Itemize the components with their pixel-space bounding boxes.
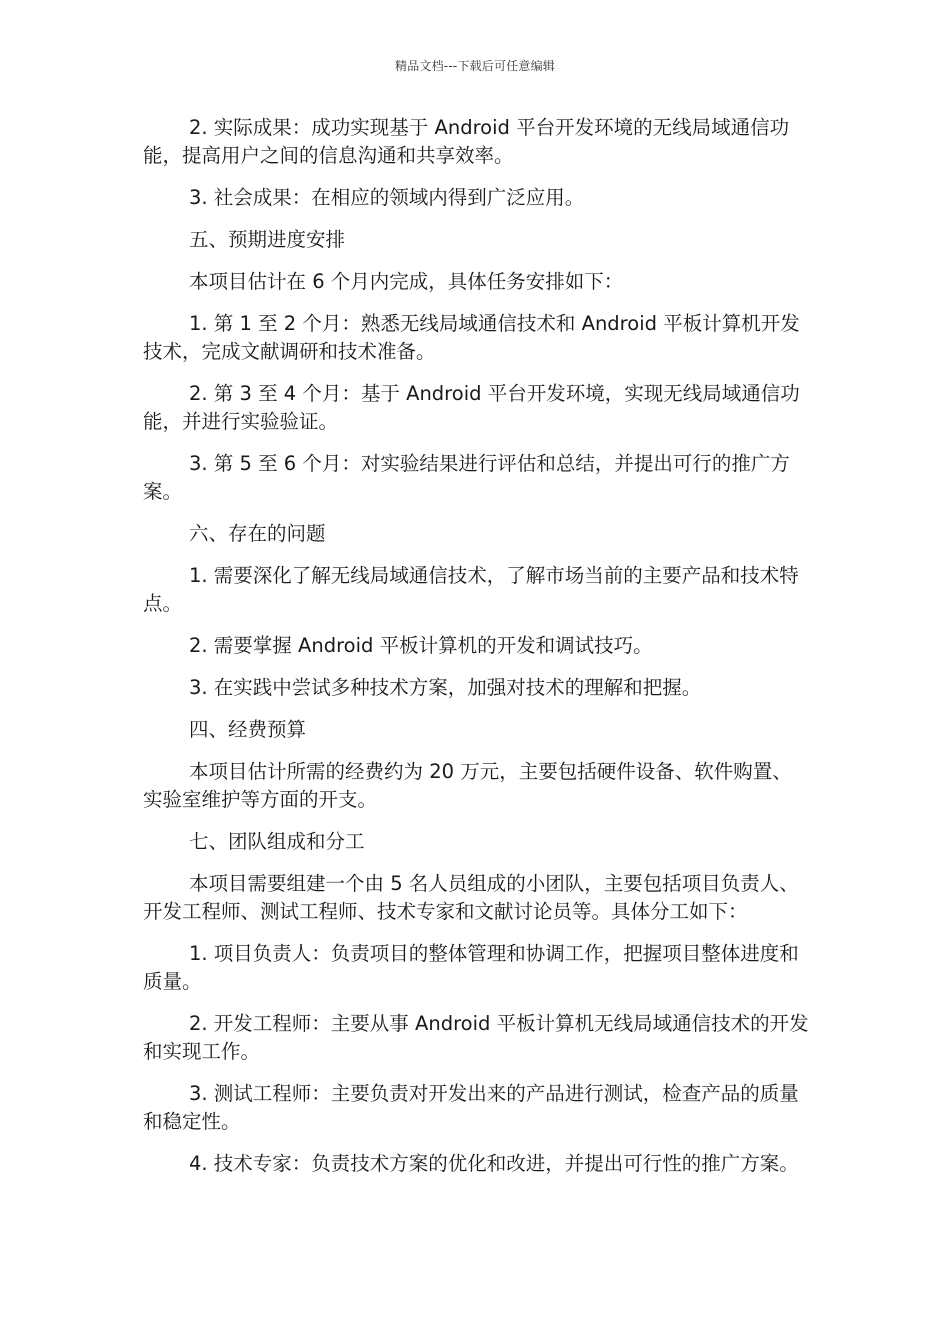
paragraph-schedule-months-1-2: 1. 第 1 至 2 个月：熟悉无线局域通信技术和 Android 平板计算机开发技术，完成文献调研和技术准备。 bbox=[143, 312, 800, 363]
section-heading-budget: 四、经费预算 bbox=[189, 718, 307, 741]
paragraph-team-developer: 2. 开发工程师：主要从事 Android 平板计算机无线局域通信技术的开发和实现工作。 bbox=[143, 1012, 809, 1063]
paragraph-team-tester: 3. 测试工程师：主要负责对开发出来的产品进行测试，检查产品的质量和稳定性。 bbox=[143, 1082, 799, 1133]
section-heading-schedule: 五、预期进度安排 bbox=[189, 228, 346, 251]
paragraph-team-intro: 本项目需要组建一个由 5 名人员组成的小团队，主要包括项目负责人、开发工程师、测试工程师、技术专家和文献讨论员等。具体分工如下： bbox=[143, 872, 799, 923]
section-heading-problems: 六、存在的问题 bbox=[189, 522, 326, 545]
paragraph-schedule-months-5-6: 3. 第 5 至 6 个月：对实验结果进行评估和总结，并提出可行的推广方案。 bbox=[143, 452, 790, 503]
paragraph-team-project-lead: 1. 项目负责人：负责项目的整体管理和协调工作，把握项目整体进度和质量。 bbox=[143, 942, 799, 993]
paragraph-team-expert: 4. 技术专家：负责技术方案的优化和改进，并提出可行性的推广方案。 bbox=[189, 1152, 799, 1175]
paragraph-social-results: 3. 社会成果：在相应的领域内得到广泛应用。 bbox=[189, 186, 585, 209]
paragraph-problem-3: 3. 在实践中尝试多种技术方案，加强对技术的理解和把握。 bbox=[189, 676, 702, 699]
document-body bbox=[143, 114, 810, 1192]
paragraph-problem-1: 1. 需要深化了解无线局域通信技术，了解市场当前的主要产品和技术特点。 bbox=[143, 564, 799, 615]
page-header: 精品文档---下载后可任意编辑 bbox=[395, 59, 555, 73]
paragraph-schedule-months-3-4: 2. 第 3 至 4 个月：基于 Android 平台开发环境，实现无线局域通信功能，并进行实验验证。 bbox=[143, 382, 800, 433]
paragraph-problem-2: 2. 需要掌握 Android 平板计算机的开发和调试技巧。 bbox=[189, 634, 653, 657]
paragraph-schedule-intro: 本项目估计在 6 个月内完成，具体任务安排如下： bbox=[189, 270, 624, 293]
paragraph-budget: 本项目估计所需的经费约为 20 万元，主要包括硬件设备、软件购置、实验室维护等方面的开支。 bbox=[143, 760, 792, 811]
paragraph-practical-results: 2. 实际成果：成功实现基于 Android 平台开发环境的无线局域通信功能，提高用户之间的信息沟通和共享效率。 bbox=[143, 116, 790, 167]
section-heading-team: 七、团队组成和分工 bbox=[189, 830, 365, 853]
